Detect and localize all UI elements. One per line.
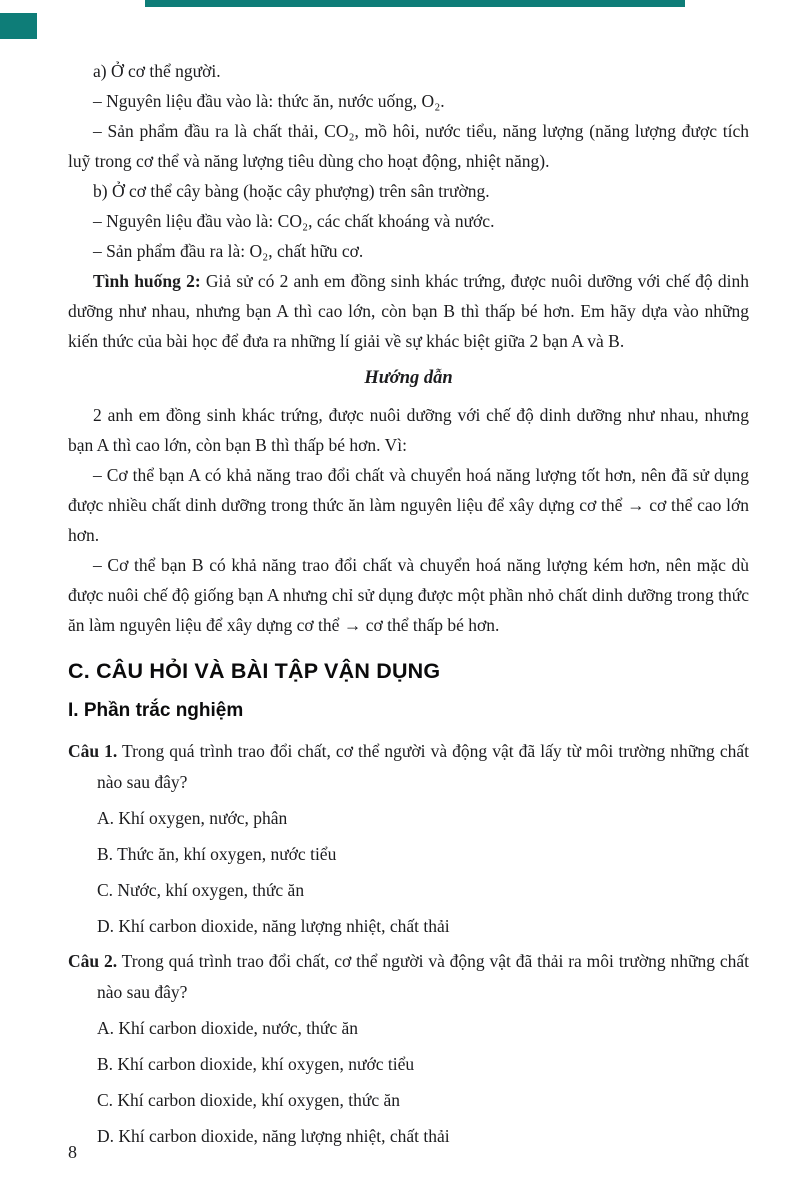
question-2 [68,946,749,1008]
bullet-output-human: – Sản phẩm đầu ra là chất thải, CO₂, mồ hôi, nước tiểu, năng lượng (năng lượng được tích luỹ trong cơ thể và năng lượng tiêu dùng cho hoạt động, nhiệt năng). [68,121,749,171]
bullet-output-tree: – Sản phẩm đầu ra là: O₂, chất hữu cơ. [93,241,364,261]
question-2-option-b: B. Khí carbon dioxide, khí oxygen, nước tiểu [97,1054,415,1074]
situation-2-text: Giả sử có 2 anh em đồng sinh khác trứng, được nuôi dưỡng với chế độ dinh dưỡng như nhau, nhưng bạn A thì cao lớn, còn bạn B thì thấp bé hơn. Em hãy dựa vào những kiến thức của bài học để đưa ra những lí giải về sự khác biệt giữa 2 bạn A và B. [68,271,749,351]
bullet-input-tree: – Nguyên liệu đầu vào là: CO₂, các chất khoáng và nước. [93,211,495,231]
situation-2-label: Tình huống 2: [93,271,201,291]
page-number: 8 [68,1142,77,1162]
question-2-option-a: A. Khí carbon dioxide, nước, thức ăn [97,1018,359,1038]
question-1-option-a: A. Khí oxygen, nước, phân [97,808,288,828]
question-2-options [68,1010,749,1154]
question-1-option-b: B. Thức ăn, khí oxygen, nước tiểu [97,844,337,864]
question-1-options [68,800,749,944]
paragraph-item-b: b) Ở cơ thể cây bàng (hoặc cây phượng) trên sân trường. [93,181,490,201]
question-1 [68,736,749,798]
question-2-label: Câu 2. [68,951,118,971]
bullet-input-human: – Nguyên liệu đầu vào là: thức ăn, nước uống, O₂. [93,91,445,111]
question-2-option-c: C. Khí carbon dioxide, khí oxygen, thức ăn [97,1090,401,1110]
question-2-option-d: D. Khí carbon dioxide, năng lượng nhiệt, chất thải [97,1126,450,1146]
guide-paragraph-1: 2 anh em đồng sinh khác trứng, được nuôi dưỡng với chế độ dinh dưỡng như nhau, nhưng bạn A thì cao lớn, còn bạn B thì thấp bé hơn. Vì: [68,405,749,455]
question-1-option-c: C. Nước, khí oxygen, thức ăn [97,880,305,900]
guide-paragraph-3: – Cơ thể bạn B có khả năng trao đổi chất và chuyển hoá năng lượng kém hơn, nên mặc dù được nuôi chế độ giống bạn A nhưng chỉ sử dụng được một phần nhỏ chất dinh dưỡng trong thức ăn làm nguyên liệu để xây dựng cơ thể → cơ thể thấp bé hơn. [68,555,749,635]
page-content [68,56,749,1156]
paragraph-item-a: a) Ở cơ thể người. [93,61,221,81]
guide-heading: Hướng dẫn [364,368,453,388]
section-c-heading: C. CÂU HỎI VÀ BÀI TẬP VẬN DỤNG [68,659,441,683]
question-2-text: Trong quá trình trao đổi chất, cơ thể người và động vật đã thải ra môi trường những chất nào sau đây? [97,951,749,1002]
page-corner-accent-mark [0,13,37,39]
part-1-heading: I. Phần trắc nghiệm [68,700,244,721]
paragraph-situation-2 [68,266,749,356]
guide-paragraph-2: – Cơ thể bạn A có khả năng trao đổi chất và chuyển hoá năng lượng tốt hơn, nên đã sử dụng được nhiều chất dinh dưỡng trong thức ăn làm nguyên liệu để xây dựng cơ thể → cơ thể cao lớn hơn. [68,465,749,545]
page-top-accent-bar [145,0,685,7]
question-1-label: Câu 1. [68,741,118,761]
question-1-option-d: D. Khí carbon dioxide, năng lượng nhiệt, chất thải [97,916,450,936]
question-1-text: Trong quá trình trao đổi chất, cơ thể người và động vật đã lấy từ môi trường những chất nào sau đây? [97,741,749,792]
